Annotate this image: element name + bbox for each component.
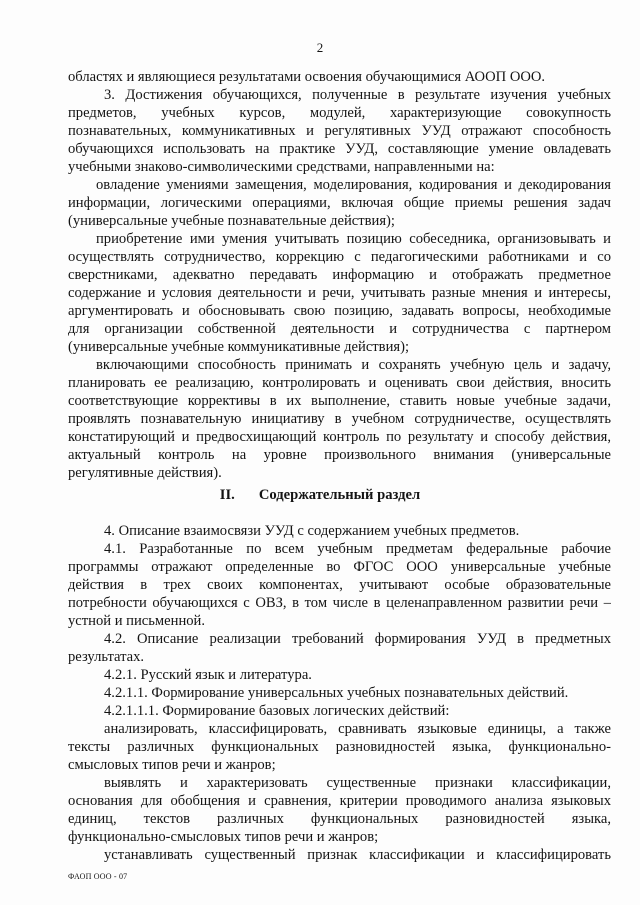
text-line: для организации собственной деятельности и сотрудничества с партнером xyxy=(68,321,611,337)
text-line: 4.1. Разработанные по всем учебным предметам федеральные рабочие xyxy=(104,541,611,557)
text-line: 4.2. Описание реализации требований формирования УУД в предметных xyxy=(104,631,611,647)
page-number: 2 xyxy=(316,40,324,55)
text-line: обучающихся использовать на практике УУД, составляющие умение овладевать xyxy=(68,141,611,157)
text-line: устанавливать существенный признак классификации и классифицировать xyxy=(104,847,611,863)
text-line: (универсальные учебные познавательные действия); xyxy=(68,213,395,229)
text-line: потребности обучающихся с ОВЗ, в том числе в целенаправленном развитии речи – xyxy=(68,595,611,611)
text-line: проявлять познавательную инициативу в учебном сотрудничестве, осуществлять xyxy=(68,411,611,427)
text-line: выявлять и характеризовать существенные признаки классификации, xyxy=(104,775,611,791)
text-line: (универсальные учебные коммуникативные действия); xyxy=(68,339,410,355)
text-line: 4.2.1. Русский язык и литература. xyxy=(104,667,312,683)
text-line: результатах. xyxy=(68,649,145,665)
text-line: областях и являющиеся результатами освоения обучающимися АООП ООО. xyxy=(68,69,546,85)
text-line: предметов, учебных курсов, модулей, характеризующие совокупность xyxy=(68,105,611,121)
text-line: основания для обобщения и сравнения, критерии проводимого анализа языковых xyxy=(68,793,611,809)
text-line: программы отражают определенные во ФГОС ООО универсальные учебные xyxy=(68,559,611,575)
text-line: содержание и условия деятельности и речи, учитывать разные мнения и интересы, xyxy=(68,285,611,301)
text-line: констатирующий и предвосхищающий контроль по результату и способу действия, xyxy=(68,429,611,445)
text-line: осуществлять сотрудничество, коррекцию с педагогическими работниками и со xyxy=(68,249,611,265)
text-line: приобретение ими умения учитывать позицию собеседника, организовывать и xyxy=(96,231,611,247)
text-line: единиц, текстов различных функциональных разновидностей языка, xyxy=(68,811,611,827)
text-line: актуальный контроль на уровне произвольного внимания (универсальные xyxy=(68,447,611,463)
text-line: 4.2.1.1.1. Формирование базовых логических действий: xyxy=(104,703,450,719)
text-line: действия в трех своих компонентах, учитывают особые образовательные xyxy=(68,577,611,593)
text-line: соответствующие коррективы в их выполнение, ставить новые учебные задачи, xyxy=(68,393,611,409)
text-line: 3. Достижения обучающихся, полученные в результате изучения учебных xyxy=(104,87,611,103)
text-line: анализировать, классифицировать, сравнивать языковые единицы, а также xyxy=(104,721,611,737)
text-line: 4.2.1.1. Формирование универсальных учебных познавательных действий. xyxy=(104,685,569,701)
text-line: устной и письменной. xyxy=(68,613,206,629)
text-line: функционально-смысловых типов речи и жанров; xyxy=(68,829,379,845)
document-footer-code: ФАОП ООО - 07 xyxy=(68,872,128,881)
section-heading xyxy=(0,486,640,504)
text-line: информации, логическими операциями, включая общие приемы решения задач xyxy=(68,195,611,211)
text-line: регулятивные действия). xyxy=(68,465,222,481)
text-line: смысловых типов речи и жанров; xyxy=(68,757,276,773)
text-line: познавательных, коммуникативных и регулятивных УУД отражают способность xyxy=(68,123,611,139)
text-line: включающими способность принимать и сохранять учебную цель и задачу, xyxy=(96,357,611,373)
section-title: Содержательный раздел xyxy=(258,487,421,503)
text-line: тексты различных функциональных разновидностей языка, функционально- xyxy=(68,739,611,755)
text-line: аргументировать и обосновывать свою позицию, задавать вопросы, необходимые xyxy=(68,303,611,319)
text-line: 4. Описание взаимосвязи УУД с содержанием учебных предметов. xyxy=(104,523,520,539)
text-line: овладение умениями замещения, моделирования, кодирования и декодирования xyxy=(96,177,611,193)
text-line: учебными знаково-символическими средствами, направленными на: xyxy=(68,159,495,175)
text-line: планировать ее реализацию, контролировать и оценивать свои действия, вносить xyxy=(68,375,611,391)
section-number: II. xyxy=(219,487,235,503)
text-line: сверстниками, адекватно передавать информацию и отображать предметное xyxy=(68,267,611,283)
